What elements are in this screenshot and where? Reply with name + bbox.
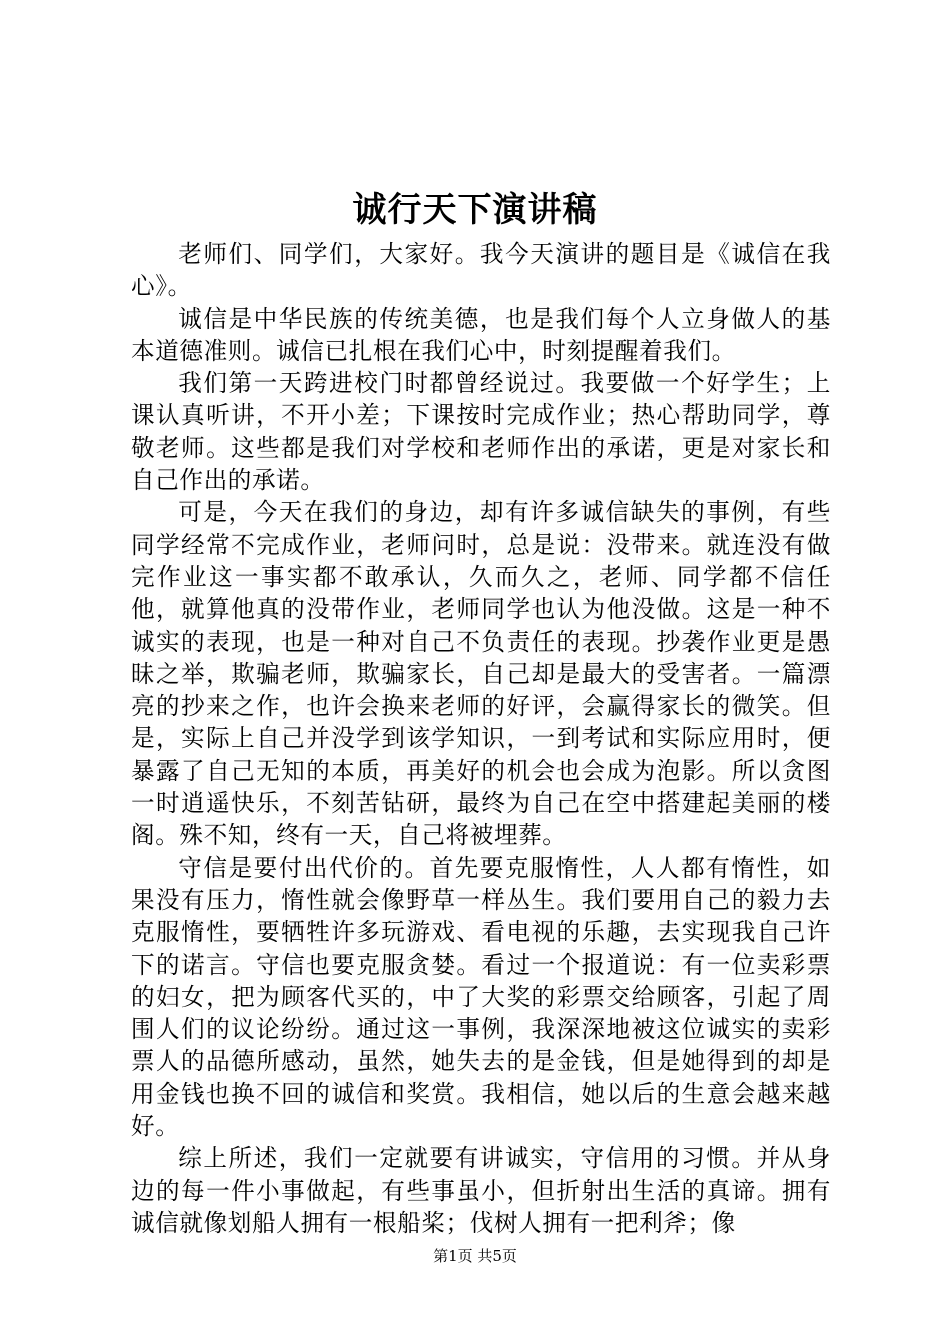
paragraph: 可是，今天在我们的身边，却有许多诚信缺失的事例，有些同学经常不完成作业，老师问时，总是说：没带来。就连没有做完作业这一事实都不敢承认，久而久之，老师、同学都不信任他，就算他真的没带作业，老师同学也认为他没做。这是一种不诚实的表现，也是一种对自己不负责任的表现。抄袭作业更是愚昧之举，欺骗老师，欺骗家长，自己却是最大的受害者。一篇漂亮的抄来之作，也许会换来老师的好评，会赢得家长的微笑。但是，实际上自己并没学到该学知识，一到考试和实际应用时，便暴露了自己无知的本质，再美好的机会也会成为泡影。所以贪图一时逍遥快乐，不刻苦钻研，最终为自己在空中搭建起美丽的楼阁。殊不知，终有一天，自己将被埋葬。: [131, 498, 831, 850]
document-body: [131, 238, 831, 1239]
paragraph: 综上所述，我们一定就要有讲诚实，守信用的习惯。并从身边的每一件小事做起，有些事虽小，但折射出生活的真谛。拥有诚信就像划船人拥有一根船桨；伐树人拥有一把利斧；像: [131, 1144, 831, 1237]
paragraph: 老师们、同学们，大家好。我今天演讲的题目是《诚信在我心》。: [131, 240, 831, 301]
document-title: 诚行天下演讲稿: [352, 190, 598, 230]
paragraph: 诚信是中华民族的传统美德，也是我们每个人立身做人的基本道德准则。诚信已扎根在我们心中，时刻提醒着我们。: [131, 304, 831, 365]
paragraph: 我们第一天跨进校门时都曾经说过。我要做一个好学生；上课认真听讲，不开小差；下课按时完成作业；热心帮助同学，尊敬老师。这些都是我们对学校和老师作出的承诺，更是对家长和自己作出的承诺。: [131, 369, 831, 495]
paragraph: 守信是要付出代价的。首先要克服惰性，人人都有惰性，如果没有压力，惰性就会像野草一样丛生。我们要用自己的毅力去克服惰性，要牺牲许多玩游戏、看电视的乐趣，去实现我自己许下的诺言。守信也要克服贪婪。看过一个报道说：有一位卖彩票的妇女，把为顾客代买的，中了大奖的彩票交给顾客，引起了周围人们的议论纷纷。通过这一事例，我深深地被这位诚实的卖彩票人的品德所感动，虽然，她失去的是金钱，但是她得到的却是用金钱也换不回的诚信和奖赏。我相信，她以后的生意会越来越好。: [131, 853, 831, 1141]
page-number-footer: 第1页 共5页: [433, 1247, 517, 1265]
